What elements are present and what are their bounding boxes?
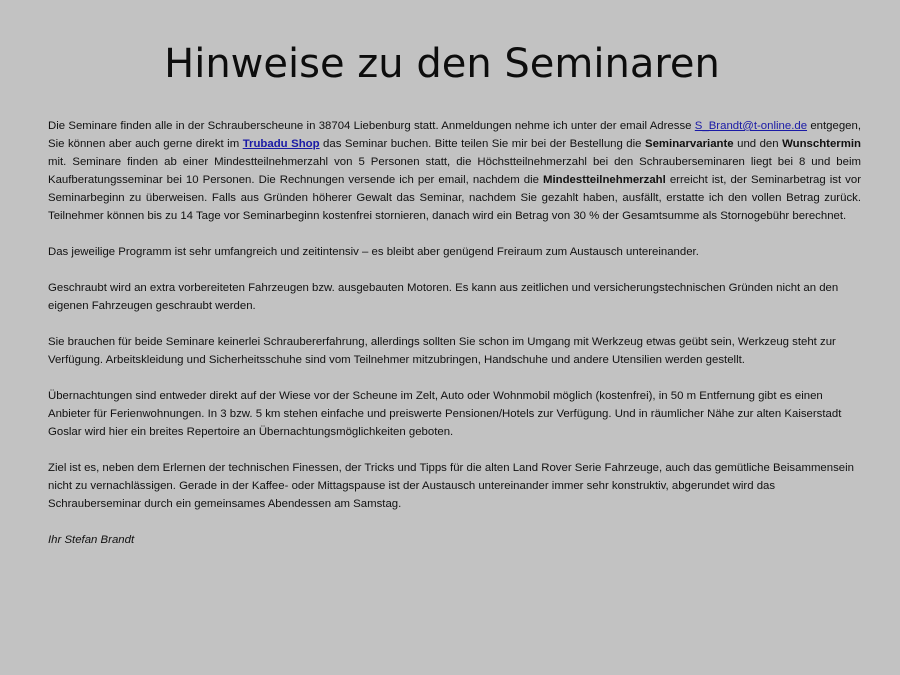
registration-text-3: das Seminar buchen. Bitte teilen Sie mir bei der Bestellung die — [319, 138, 645, 150]
bold-wunschtermin: Wunschtermin — [782, 138, 861, 150]
registration-text-6: erreicht ist, der Seminarbetrag ist vor Seminarbeginn zu überweisen. Falls aus Gründen höherer Gewalt das Seminar, nachdem Sie gezahlt haben, ausfällt, erstatte ich den vollen Betrag zurück. Teilnehmer können bis zu 14 Tage vor Seminarbeginn kostenfrei stornieren, danach wird ein Betrag von 30 % der Gesamtsumme als Stornogebühr berechnet. — [48, 174, 861, 222]
bold-seminarvariante: Seminarvariante — [644, 138, 734, 150]
paragraph-registration — [48, 117, 861, 225]
paragraph-requirements: Sie brauchen für beide Seminare keinerlei Schraubererfahrung, allerdings sollten Sie schon im Umgang mit Werkzeug etwas geübt sein, Werkzeug steht zur Verfügung. Arbeitskleidung und Sicherheitsschuhe sind vom Teilnehmer mitzubringen, Handschuhe und andere Utensilien werden gestellt. — [48, 336, 836, 366]
signature: Ihr Stefan Brandt — [48, 534, 135, 546]
paragraph-accommodation: Übernachtungen sind entweder direkt auf der Wiese vor der Scheune im Zelt, Auto oder Wohnmobil möglich (kostenfrei), in 50 m Entfernung gibt es einen Anbieter für Ferienwohnungen. In 3 bzw. 5 km stehen einfache und preiswerte Pensionen/Hotels zur Verfügung. Und in räumlicher Nähe zur alten Kaiserstadt Goslar wird hier ein breites Repertoire an Übernachtungsmöglichkeiten geboten. — [48, 390, 842, 438]
paragraph-program: Das jeweilige Programm ist sehr umfangreich und zeitintensiv – es bleibt aber genügend Freiraum zum Austausch untereinander. — [48, 246, 699, 258]
registration-text-2: entgegen, Sie können aber auch gerne direkt im — [48, 120, 861, 150]
paragraph-goals: Ziel ist es, neben dem Erlernen der technischen Finessen, der Tricks und Tipps für die alten Land Rover Serie Fahrzeuge, auch das gemütliche Beisammensein nicht zu vernachlässigen. Gerade in der Kaffee- oder Mittagspause ist der Austausch untereinander immer sehr konstruktiv, abgerundet wird das Schrauberseminar durch ein gemeinsames Abendessen am Samstag. — [48, 462, 854, 510]
registration-text-5: mit. Seminare finden ab einer Mindestteilnehmerzahl von 5 Personen statt, die Höchstteilnehmerzahl bei den Schrauberseminaren liegt bei 8 und beim Kaufberatungsseminar bei 10 Personen. Die Rechnungen versende ich per email, nachdem die — [48, 156, 861, 186]
registration-text-4: und den — [733, 138, 783, 150]
bold-mindestteilnehmerzahl: Mindestteilnehmerzahl — [542, 174, 666, 186]
page-title: Hinweise zu den Seminaren — [164, 41, 720, 87]
shop-link[interactable]: Trubadu Shop — [242, 138, 320, 150]
email-link[interactable]: S_Brandt@t-online.de — [694, 120, 808, 132]
registration-text-1: Die Seminare finden alle in der Schrauberscheune in 38704 Liebenburg statt. Anmeldungen nehme ich unter der email Adresse — [48, 120, 695, 132]
content-body — [48, 117, 861, 567]
paragraph-vehicles: Geschraubt wird an extra vorbereiteten Fahrzeugen bzw. ausgebauten Motoren. Es kann aus zeitlichen und versicherungstechnischen Gründen nicht an den eigenen Fahrzeugen geschraubt werden. — [48, 282, 839, 312]
